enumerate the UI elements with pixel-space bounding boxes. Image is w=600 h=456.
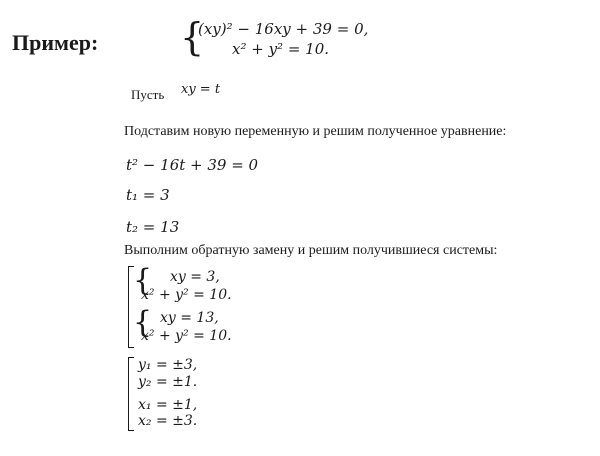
step2-text: Выполним обратную замену и решим получившиеся системы:	[124, 243, 498, 258]
answer-x2: x₂ = ±3.	[138, 413, 198, 429]
answer-y1: y₁ = ±3,	[138, 357, 198, 373]
subsystem-2-brace: {	[133, 305, 153, 340]
subsystem-1-brace: {	[133, 263, 153, 298]
main-system-brace: {	[180, 15, 205, 59]
root-1: t₁ = 3	[126, 186, 170, 204]
system-equation-2: x² + y² = 10.	[232, 40, 330, 58]
subsystem-2-equation-1: xy = 13,	[160, 310, 219, 326]
answers-bracket	[128, 357, 134, 431]
root-2: t₂ = 13	[126, 218, 180, 236]
subsystem-2-equation-2: x² + y² = 10.	[141, 328, 232, 344]
answer-y2: y₂ = ±1.	[138, 374, 198, 390]
quadratic-equation: t² − 16t + 39 = 0	[126, 156, 259, 174]
substitution-expression: xy = t	[181, 82, 221, 97]
answer-x1: x₁ = ±1,	[138, 397, 198, 413]
substitution-word: Пусть	[131, 87, 165, 102]
system-equation-1: (xy)² − 16xy + 39 = 0,	[198, 20, 369, 38]
subsystem-1-equation-2: x² + y² = 10.	[141, 287, 232, 303]
step1-text: Подставим новую переменную и решим полученное уравнение:	[124, 124, 507, 139]
example-title: Пример:	[12, 30, 99, 55]
subsystem-1-equation-1: xy = 3,	[170, 269, 220, 285]
